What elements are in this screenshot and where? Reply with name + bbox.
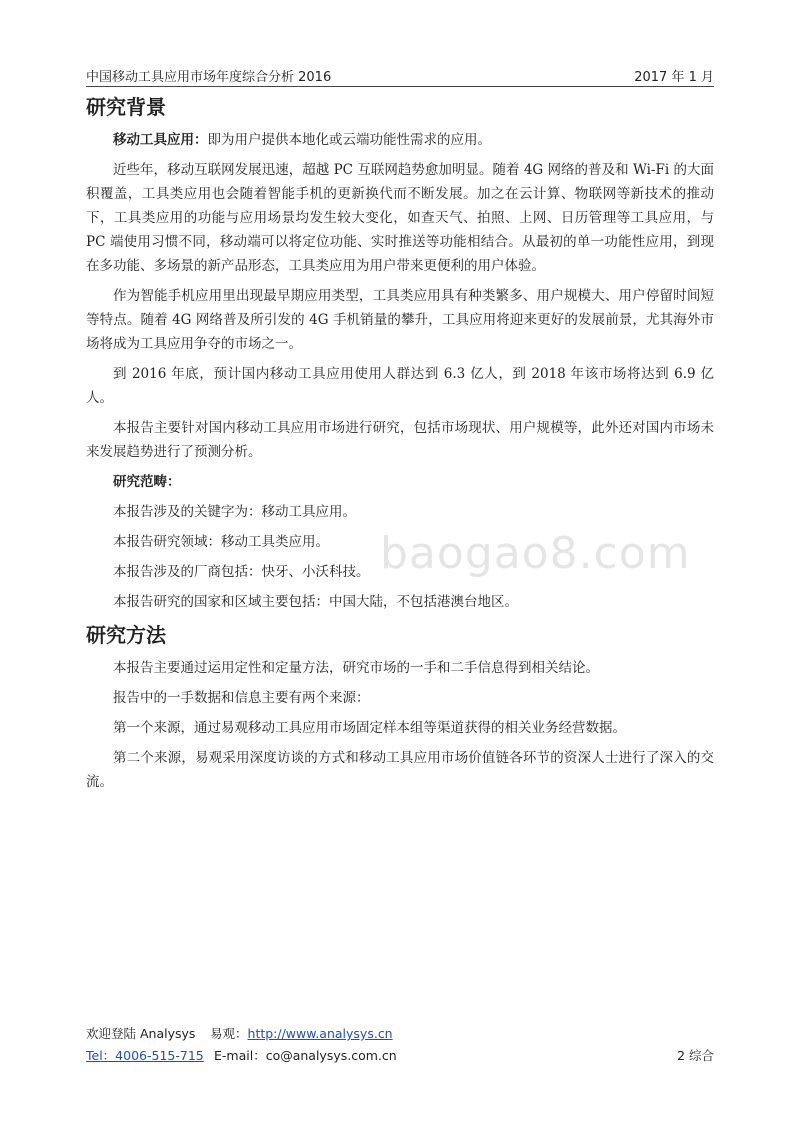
scope-item-3: 本报告涉及的厂商包括：快牙、小沃科技。 [113, 564, 370, 580]
section-heading-method: 研究方法 [86, 623, 166, 647]
footer-tel-link[interactable]: Tel：4006-515-715 [86, 1048, 204, 1063]
header-date: 2017 年 1 月 [634, 70, 714, 85]
section-heading-background: 研究背景 [86, 95, 166, 119]
footer-row-2 [86, 1046, 714, 1068]
page-content [86, 92, 714, 794]
scope-item-1: 本报告涉及的关键字为：移动工具应用。 [113, 504, 356, 520]
footer-website-link[interactable]: http://www.analysys.cn [247, 1026, 393, 1041]
definition-paragraph [86, 128, 714, 152]
page-header [86, 66, 714, 87]
definition-label: 移动工具应用： [113, 132, 208, 148]
method-paragraph-4: 第二个来源，易观采用深度访谈的方式和移动工具应用市场价值链各环节的资深人士进行了深入的交流。 [86, 750, 714, 790]
footer-website-label: 易观： [210, 1026, 248, 1041]
method-paragraph-2: 报告中的一手数据和信息主要有两个来源： [113, 690, 370, 706]
scope-item-4: 本报告研究的国家和区域主要包括：中国大陆，不包括港澳台地区。 [113, 594, 518, 610]
watermark: baogao8.com [380, 528, 691, 579]
scope-item-2: 本报告研究领域：移动工具类应用。 [113, 534, 329, 550]
page-footer [86, 1024, 714, 1068]
scope-label-paragraph [86, 470, 714, 494]
method-paragraph-3: 第一个来源，通过易观移动工具应用市场固定样本组等渠道获得的相关业务经营数据。 [113, 720, 626, 736]
header-title: 中国移动工具应用市场年度综合分析 2016 [86, 70, 332, 85]
background-paragraph-2: 作为智能手机应用里出现最早期应用类型，工具类应用具有种类繁多、用户规模大、用户停留时间短等特点。随着 4G 网络普及所引发的 4G 手机销量的攀升，工具应用将迎来更好的发展前景，尤其海外市场将成为工具应用争夺的市场之一。 [86, 288, 714, 352]
background-paragraph-1: 近些年，移动互联网发展迅速，超越 PC 互联网趋势愈加明显。随着 4G 网络的普及和 Wi-Fi 的大面积覆盖，工具类应用也会随着智能手机的更新换代而不断发展。加之在云计算、物联网等新技术的推动下，工具类应用的功能与应用场景均发生较大变化，如查天气、拍照、上网、日历管理等工具应用，与 PC 端使用习惯不同，移动端可以将定位功能、实时推送等功能相结合。从最初的单一功能性应用，到现在多功能、多场景的新产品形态，工具类应用为用户带来更便利的用户体验。 [86, 162, 714, 274]
footer-row-1 [86, 1024, 714, 1046]
definition-text: 即为用户提供本地化或云端功能性需求的应用。 [207, 132, 491, 148]
scope-label: 研究范畴： [113, 474, 181, 490]
background-paragraph-4: 本报告主要针对国内移动工具应用市场进行研究，包括市场现状、用户规模等，此外还对国内市场未来发展趋势进行了预测分析。 [86, 420, 714, 460]
background-paragraph-3: 到 2016 年底，预计国内移动工具应用使用人群达到 6.3 亿人，到 2018 年该市场将达到 6.9 亿人。 [86, 366, 714, 406]
footer-page-number: 2 综合 [677, 1048, 714, 1063]
footer-website [210, 1024, 393, 1042]
footer-email: E-mail：co@analysys.com.cn [214, 1048, 397, 1063]
method-paragraph-1: 本报告主要通过运用定性和定量方法，研究市场的一手和二手信息得到相关结论。 [113, 660, 599, 676]
footer-welcome: 欢迎登陆 Analysys [86, 1026, 196, 1041]
